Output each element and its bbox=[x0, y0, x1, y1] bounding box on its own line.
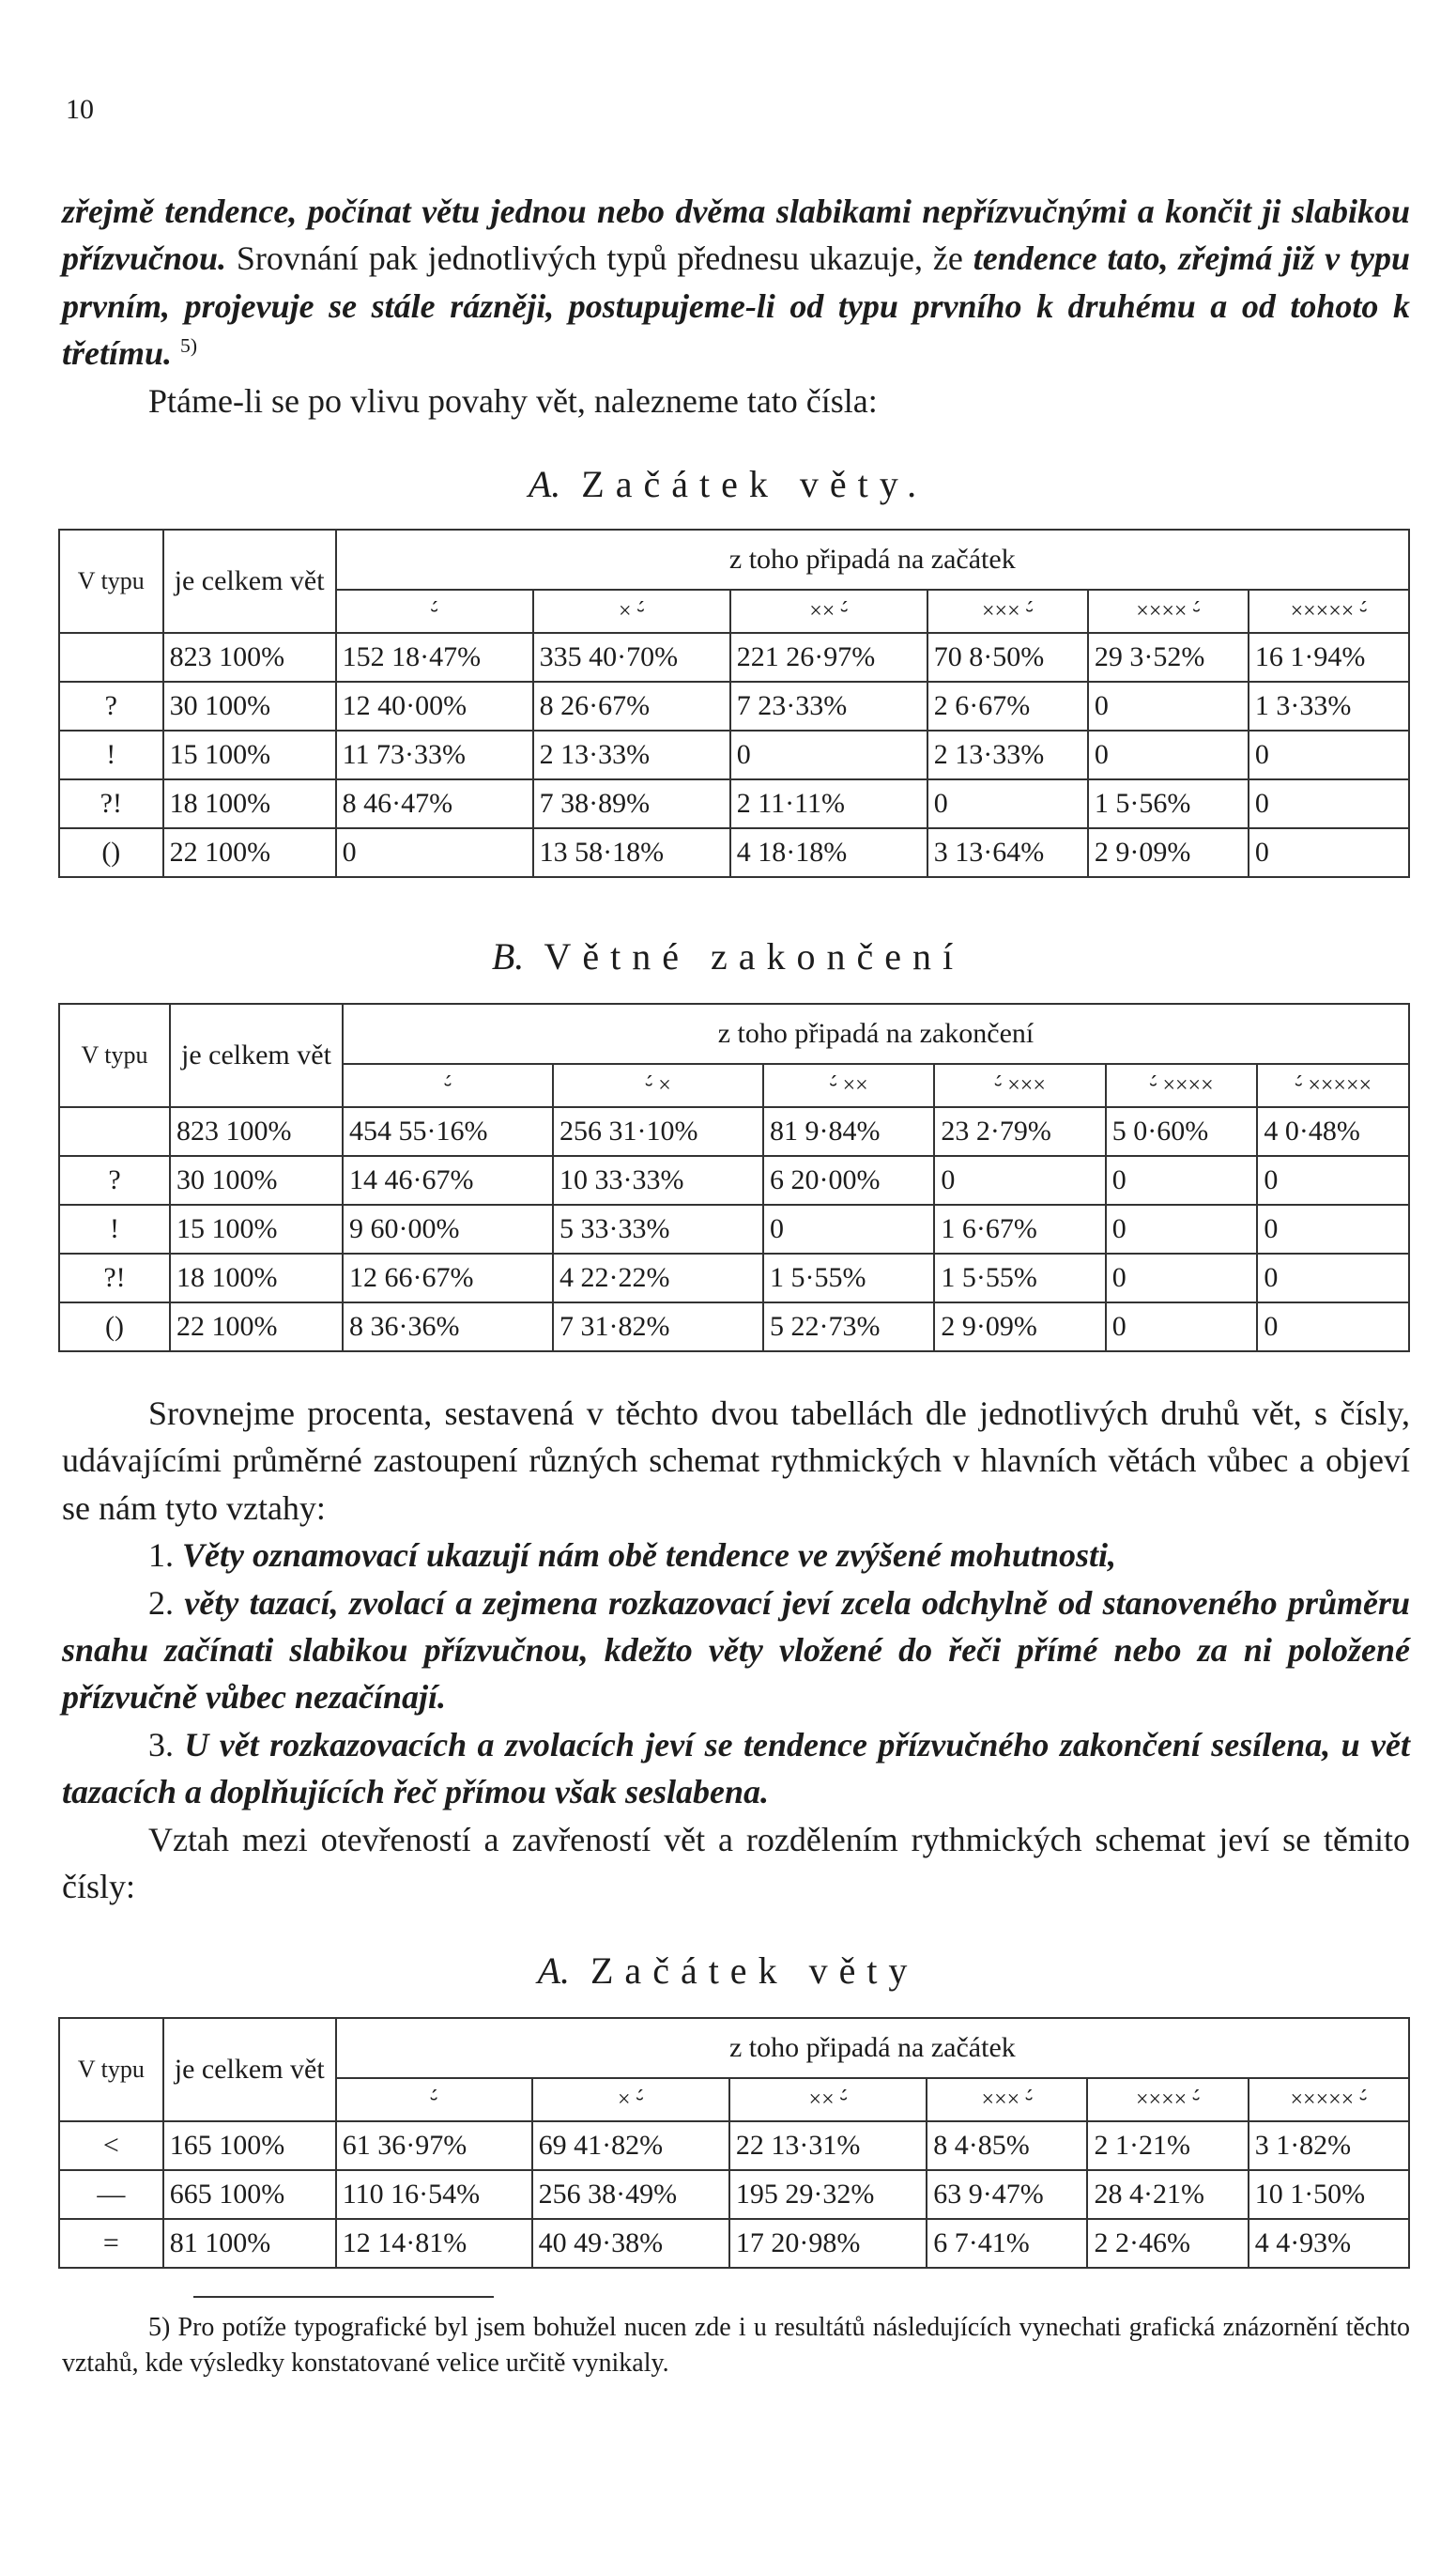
table2-heading bbox=[0, 934, 1456, 978]
table-cell: 2 11·11% bbox=[730, 779, 927, 828]
finding-3 bbox=[62, 1721, 1410, 1816]
table-row bbox=[59, 2219, 1409, 2268]
table-row bbox=[59, 731, 1409, 779]
table-cell: 0 bbox=[763, 1205, 934, 1254]
table-cell: 5 22·73% bbox=[763, 1302, 934, 1351]
table-cell: 11 73·33% bbox=[336, 731, 533, 779]
table-cell: 0 bbox=[1106, 1302, 1258, 1351]
row-label: < bbox=[59, 2121, 163, 2170]
row-label: () bbox=[59, 1302, 170, 1351]
table-cell: 5 33·33% bbox=[553, 1205, 763, 1254]
subcol-header: ××× ⏑́ bbox=[927, 2078, 1087, 2121]
table-row bbox=[59, 633, 1409, 682]
table-cell: 0 bbox=[1249, 779, 1409, 828]
table-cell: 6 7·41% bbox=[927, 2219, 1087, 2268]
table-cell: 823 100% bbox=[163, 633, 336, 682]
table-cell: 1 5·55% bbox=[934, 1254, 1105, 1302]
finding-2-text: věty tazací, zvolací a zejmena rozkazovací jeví zcela odchylně od stanoveného průměru snahu začínati slabikou přízvučnou, kdežto věty vložené do řeči přímé nebo za ni položené přízvučně vůbec nezačínají. bbox=[62, 1583, 1411, 1717]
table-row bbox=[59, 1107, 1409, 1156]
table-cell: 665 100% bbox=[163, 2170, 336, 2219]
table-cell: 1 6·67% bbox=[934, 1205, 1105, 1254]
table1-letter: A. bbox=[528, 463, 561, 505]
table-cell: 22 13·31% bbox=[729, 2121, 927, 2170]
table-cell: 3 13·64% bbox=[927, 828, 1088, 877]
findings-list bbox=[62, 1532, 1410, 1815]
table-cell: 7 31·82% bbox=[553, 1302, 763, 1351]
table-cell: 0 bbox=[1088, 731, 1249, 779]
table3-heading bbox=[0, 1949, 1456, 1993]
table-row bbox=[59, 2170, 1409, 2219]
subcol-header: ⏑́ ×××× bbox=[1106, 1064, 1258, 1107]
table-cell: 0 bbox=[1106, 1156, 1258, 1205]
table-cell: 14 46·67% bbox=[343, 1156, 553, 1205]
table-cell: 2 2·46% bbox=[1087, 2219, 1248, 2268]
table-cell: 4 4·93% bbox=[1249, 2219, 1409, 2268]
table-cell: 823 100% bbox=[170, 1107, 343, 1156]
table-cell: 2 13·33% bbox=[927, 731, 1088, 779]
table-cell: 15 100% bbox=[163, 731, 336, 779]
subcol-header: ⏑́ ××× bbox=[934, 1064, 1105, 1107]
finding-3-num: 3. bbox=[148, 1725, 174, 1764]
table-cell: 3 1·82% bbox=[1249, 2121, 1409, 2170]
table-cell: 0 bbox=[927, 779, 1088, 828]
table-cell: 0 bbox=[1257, 1156, 1409, 1205]
table-cell: 30 100% bbox=[170, 1156, 343, 1205]
col-group-header: z toho připadá na zakončení bbox=[343, 1004, 1409, 1064]
subcol-header: ××××× ⏑́ bbox=[1249, 2078, 1409, 2121]
intro-plain: Srovnání pak jednotlivých typů přednesu ukazuje, že bbox=[226, 239, 973, 278]
table3-title: Začátek věty bbox=[590, 1949, 919, 1992]
table-cell: 16 1·94% bbox=[1249, 633, 1409, 682]
table-cell: 4 22·22% bbox=[553, 1254, 763, 1302]
table-cell: 10 1·50% bbox=[1249, 2170, 1409, 2219]
table-cell: 12 14·81% bbox=[336, 2219, 532, 2268]
finding-1-num: 1. bbox=[148, 1536, 174, 1575]
table-cell: 23 2·79% bbox=[934, 1107, 1105, 1156]
col-group-header: z toho připadá na začátek bbox=[336, 2018, 1409, 2078]
table-cell: 0 bbox=[1106, 1254, 1258, 1302]
subcol-header: × ⏑́ bbox=[533, 590, 730, 633]
table-cell: 335 40·70% bbox=[533, 633, 730, 682]
finding-1-text: Věty oznamovací ukazují nám obě tendence ve zvýšené mohutnosti, bbox=[182, 1536, 1116, 1575]
table-cell: 0 bbox=[1249, 828, 1409, 877]
table-cell: 195 29·32% bbox=[729, 2170, 927, 2219]
table-row bbox=[59, 1156, 1409, 1205]
table-cell: 152 18·47% bbox=[336, 633, 533, 682]
row-label: ! bbox=[59, 1205, 170, 1254]
row-label: ? bbox=[59, 1156, 170, 1205]
row-label: = bbox=[59, 2219, 163, 2268]
table3-letter: A. bbox=[537, 1949, 570, 1992]
table-cell: 29 3·52% bbox=[1088, 633, 1249, 682]
row-label: ?! bbox=[59, 779, 163, 828]
subcol-header: ×× ⏑́ bbox=[730, 590, 927, 633]
table-cell: 0 bbox=[336, 828, 533, 877]
subcol-header: ⏑́ bbox=[336, 590, 533, 633]
table-row bbox=[59, 779, 1409, 828]
table-cell: 7 23·33% bbox=[730, 682, 927, 731]
table-cell: 4 18·18% bbox=[730, 828, 927, 877]
table-cell: 2 6·67% bbox=[927, 682, 1088, 731]
subcol-header: ×× ⏑́ bbox=[729, 2078, 927, 2121]
row-label: ?! bbox=[59, 1254, 170, 1302]
subcol-header: ×××× ⏑́ bbox=[1087, 2078, 1248, 2121]
middle-para1: Srovnejme procenta, sestavená v těchto dvou tabellách dle jednotlivých druhů vět, s čísly, udávajícími průměrné zastoupení různých schemat rythmických v hlavních větách vůbec a objeví se nám tyto vztahy: bbox=[62, 1394, 1410, 1527]
table-cell: 70 8·50% bbox=[927, 633, 1088, 682]
table-cell: 0 bbox=[1088, 682, 1249, 731]
row-label: () bbox=[59, 828, 163, 877]
intro-italic-2: tendence tato, zřejmá již v typu prvním, projevuje se stále rázněji, postupujeme-li od typu prvního k druhému a od tohoto k třetímu. bbox=[62, 239, 1410, 373]
table-cell: 18 100% bbox=[170, 1254, 343, 1302]
subcol-header: ⏑́ × bbox=[553, 1064, 763, 1107]
table-cell: 9 60·00% bbox=[343, 1205, 553, 1254]
finding-1 bbox=[62, 1532, 1410, 1579]
table-cell: 15 100% bbox=[170, 1205, 343, 1254]
table-cell: 61 36·97% bbox=[336, 2121, 532, 2170]
table-cell: 28 4·21% bbox=[1087, 2170, 1248, 2219]
col-type-header: V typu bbox=[59, 2018, 163, 2121]
table-cell: 69 41·82% bbox=[532, 2121, 729, 2170]
table-cell: 2 9·09% bbox=[934, 1302, 1105, 1351]
table-cell: 22 100% bbox=[163, 828, 336, 877]
table-cell: 0 bbox=[1106, 1205, 1258, 1254]
table-cell: 6 20·00% bbox=[763, 1156, 934, 1205]
table-cell: 2 1·21% bbox=[1087, 2121, 1248, 2170]
table2-title: Větné zakončení bbox=[544, 935, 965, 978]
table-cell: 2 13·33% bbox=[533, 731, 730, 779]
table-cell: 4 0·48% bbox=[1257, 1107, 1409, 1156]
footnote: 5) Pro potíže typografické byl jsem bohužel nucen zde i u resultátů následujících vynechati grafická znázornění těchto vztahů, kde výsledky konstatované velice určitě vynikaly. bbox=[62, 2313, 1410, 2378]
table-cell: 12 40·00% bbox=[336, 682, 533, 731]
subcol-header: ⏑́ ×× bbox=[763, 1064, 934, 1107]
intro-line2: Ptáme-li se po vlivu povahy vět, nalezneme tato čísla: bbox=[148, 381, 878, 420]
middle-text bbox=[62, 1390, 1410, 1910]
table-cell: 165 100% bbox=[163, 2121, 336, 2170]
table-cell: 30 100% bbox=[163, 682, 336, 731]
table-cell: 454 55·16% bbox=[343, 1107, 553, 1156]
table1-heading bbox=[0, 462, 1456, 506]
row-label bbox=[59, 633, 163, 682]
table3 bbox=[58, 2017, 1410, 2269]
subcol-header: ⏑́ bbox=[336, 2078, 532, 2121]
row-label bbox=[59, 1107, 170, 1156]
finding-3-text: U vět rozkazovacích a zvolacích jeví se tendence přízvučného zakončení sesílena, u vět tazacích a doplňujících řeč přímou však seslabena. bbox=[62, 1725, 1411, 1811]
col-total-header: je celkem vět bbox=[170, 1004, 343, 1107]
middle-para2: Vztah mezi otevřeností a zavřeností vět a rozdělením rythmických schemat jeví se těmito čísly: bbox=[62, 1820, 1410, 1905]
table-cell: 12 66·67% bbox=[343, 1254, 553, 1302]
table-cell: 221 26·97% bbox=[730, 633, 927, 682]
table-cell: 8 26·67% bbox=[533, 682, 730, 731]
finding-2-num: 2. bbox=[148, 1583, 174, 1622]
table-cell: 256 31·10% bbox=[553, 1107, 763, 1156]
table-cell: 18 100% bbox=[163, 779, 336, 828]
table-cell: 0 bbox=[1257, 1254, 1409, 1302]
table-cell: 7 38·89% bbox=[533, 779, 730, 828]
table-cell: 5 0·60% bbox=[1106, 1107, 1258, 1156]
table-cell: 8 46·47% bbox=[336, 779, 533, 828]
intro-italic-1: zřejmě tendence, počínat větu jednou nebo dvěma slabikami nepřízvučnými a končit ji slabikou přízvučnou. bbox=[62, 193, 1410, 278]
table-cell: 0 bbox=[1257, 1205, 1409, 1254]
subcol-header: ××××× ⏑́ bbox=[1249, 590, 1409, 633]
footnote-divider bbox=[193, 2296, 494, 2298]
table-row bbox=[59, 1302, 1409, 1351]
table-cell: 22 100% bbox=[170, 1302, 343, 1351]
table-cell: 8 4·85% bbox=[927, 2121, 1087, 2170]
table-row bbox=[59, 828, 1409, 877]
table-cell: 1 5·56% bbox=[1088, 779, 1249, 828]
subcol-header: ×××× ⏑́ bbox=[1088, 590, 1249, 633]
row-label: ! bbox=[59, 731, 163, 779]
table-cell: 256 38·49% bbox=[532, 2170, 729, 2219]
page-number: 10 bbox=[66, 94, 94, 125]
table1-title: Začátek věty. bbox=[581, 463, 928, 505]
finding-2 bbox=[62, 1579, 1410, 1721]
table2-letter: B. bbox=[491, 935, 525, 978]
col-type-header: V typu bbox=[59, 1004, 170, 1107]
table-cell: 40 49·38% bbox=[532, 2219, 729, 2268]
table-cell: 0 bbox=[730, 731, 927, 779]
col-total-header: je celkem vět bbox=[163, 2018, 336, 2121]
table-cell: 17 20·98% bbox=[729, 2219, 927, 2268]
table-row bbox=[59, 682, 1409, 731]
table-row bbox=[59, 2121, 1409, 2170]
table-cell: 1 5·55% bbox=[763, 1254, 934, 1302]
table-cell: 1 3·33% bbox=[1249, 682, 1409, 731]
table-cell: 63 9·47% bbox=[927, 2170, 1087, 2219]
row-label: ? bbox=[59, 682, 163, 731]
table-cell: 13 58·18% bbox=[533, 828, 730, 877]
col-group-header: z toho připadá na začátek bbox=[336, 530, 1409, 590]
subcol-header: ××× ⏑́ bbox=[927, 590, 1088, 633]
col-total-header: je celkem vět bbox=[163, 530, 336, 633]
intro-text bbox=[62, 188, 1410, 424]
subcol-header: × ⏑́ bbox=[532, 2078, 729, 2121]
table-cell: 0 bbox=[934, 1156, 1105, 1205]
row-label: — bbox=[59, 2170, 163, 2219]
table-row bbox=[59, 1254, 1409, 1302]
table-row bbox=[59, 1205, 1409, 1254]
table-cell: 0 bbox=[1249, 731, 1409, 779]
footnote-ref: 5) bbox=[180, 334, 198, 358]
subcol-header: ⏑́ ××××× bbox=[1257, 1064, 1409, 1107]
table-cell: 8 36·36% bbox=[343, 1302, 553, 1351]
table2 bbox=[58, 1003, 1410, 1352]
table-cell: 10 33·33% bbox=[553, 1156, 763, 1205]
subcol-header: ⏑́ bbox=[343, 1064, 553, 1107]
col-type-header: V typu bbox=[59, 530, 163, 633]
table-cell: 110 16·54% bbox=[336, 2170, 532, 2219]
table-cell: 2 9·09% bbox=[1088, 828, 1249, 877]
table-cell: 81 100% bbox=[163, 2219, 336, 2268]
table-cell: 0 bbox=[1257, 1302, 1409, 1351]
table-cell: 81 9·84% bbox=[763, 1107, 934, 1156]
table1 bbox=[58, 529, 1410, 878]
